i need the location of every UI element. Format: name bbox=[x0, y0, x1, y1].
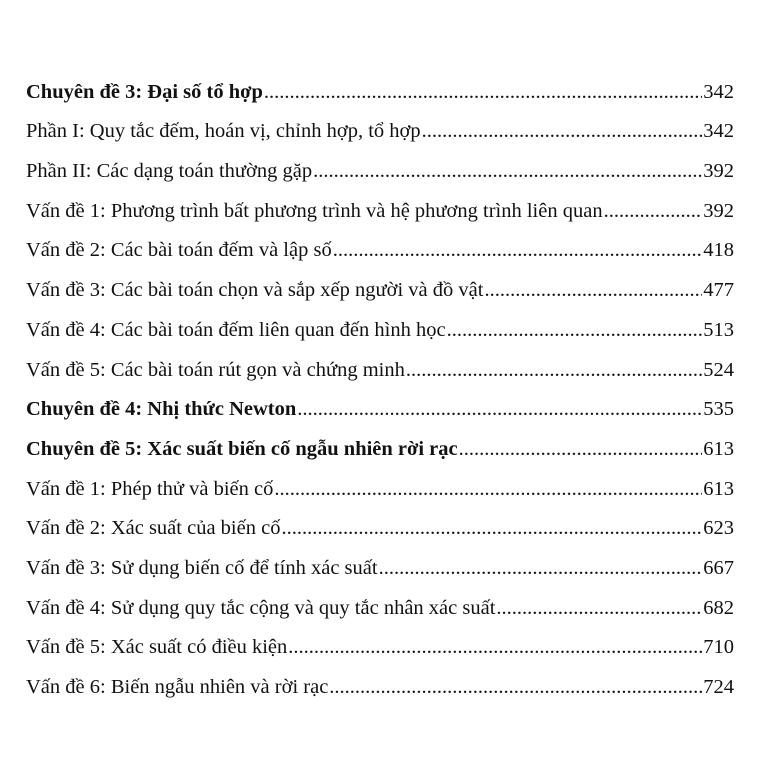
toc-entry bbox=[26, 464, 734, 504]
toc-entry bbox=[26, 226, 734, 266]
toc-dot-leader bbox=[274, 474, 702, 504]
toc-entry-page: 613 bbox=[703, 477, 734, 500]
toc-dot-leader bbox=[297, 394, 702, 424]
toc-dot-leader bbox=[496, 593, 702, 623]
toc-entry-page: 392 bbox=[703, 199, 734, 222]
toc-entry-title: Vấn đề 3: Sử dụng biến cố để tính xác suất bbox=[26, 556, 378, 579]
toc-entry-title: Vấn đề 3: Các bài toán chọn và sắp xếp người và đồ vật bbox=[26, 279, 484, 302]
table-of-contents bbox=[26, 67, 734, 702]
toc-entry bbox=[26, 662, 734, 702]
toc-entry-page: 392 bbox=[703, 160, 734, 183]
toc-entry bbox=[26, 67, 734, 107]
toc-entry-page: 667 bbox=[703, 556, 734, 579]
toc-dot-leader bbox=[484, 275, 702, 305]
toc-entry-title: Vấn đề 2: Xác suất của biến cố bbox=[26, 517, 281, 540]
toc-entry-page: 342 bbox=[703, 80, 734, 103]
toc-dot-leader bbox=[313, 156, 702, 186]
toc-dot-leader bbox=[459, 434, 703, 464]
toc-dot-leader bbox=[422, 116, 703, 146]
toc-entry-title: Phần I: Quy tắc đếm, hoán vị, chỉnh hợp, tổ hợp bbox=[26, 120, 421, 143]
toc-entry-title: Vấn đề 4: Các bài toán đếm liên quan đến hình học bbox=[26, 318, 446, 341]
toc-entry-page: 682 bbox=[703, 596, 734, 619]
toc-dot-leader bbox=[329, 672, 702, 702]
toc-entry-page: 477 bbox=[703, 279, 734, 302]
toc-entry bbox=[26, 107, 734, 147]
toc-entry bbox=[26, 543, 734, 583]
toc-dot-leader bbox=[288, 632, 702, 662]
toc-entry-title: Vấn đề 2: Các bài toán đếm và lập số bbox=[26, 239, 332, 262]
toc-entry-page: 513 bbox=[703, 318, 734, 341]
toc-dot-leader bbox=[406, 355, 702, 385]
toc-entry-page: 524 bbox=[703, 358, 734, 381]
toc-entry bbox=[26, 345, 734, 385]
toc-entry-title: Vấn đề 1: Phép thử và biến cố bbox=[26, 477, 274, 500]
toc-entry bbox=[26, 385, 734, 425]
toc-entry bbox=[26, 623, 734, 663]
toc-entry-title: Chuyên đề 3: Đại số tổ hợp bbox=[26, 80, 263, 103]
toc-entry bbox=[26, 424, 734, 464]
toc-entry-title: Vấn đề 1: Phương trình bất phương trình và hệ phương trình liên quan bbox=[26, 199, 603, 222]
toc-entry-page: 623 bbox=[703, 517, 734, 540]
toc-entry bbox=[26, 583, 734, 623]
toc-entry-title: Chuyên đề 4: Nhị thức Newton bbox=[26, 398, 297, 421]
toc-entry-title: Vấn đề 5: Xác suất có điều kiện bbox=[26, 636, 288, 659]
toc-entry bbox=[26, 265, 734, 305]
toc-entry-title: Vấn đề 4: Sử dụng quy tắc cộng và quy tắc nhân xác suất bbox=[26, 596, 496, 619]
toc-dot-leader bbox=[264, 77, 702, 107]
toc-entry-title: Chuyên đề 5: Xác suất biến cố ngẫu nhiên rời rạc bbox=[26, 437, 458, 460]
toc-entry-page: 710 bbox=[703, 636, 734, 659]
toc-entry-page: 613 bbox=[703, 437, 734, 460]
toc-entry-title: Vấn đề 6: Biến ngẫu nhiên và rời rạc bbox=[26, 676, 329, 698]
toc-entry-page: 724 bbox=[703, 676, 734, 698]
toc-entry-title: Vấn đề 5: Các bài toán rút gọn và chứng minh bbox=[26, 358, 405, 381]
toc-entry-title: Phần II: Các dạng toán thường gặp bbox=[26, 160, 313, 183]
toc-dot-leader bbox=[379, 553, 703, 583]
toc-dot-leader bbox=[281, 513, 702, 543]
toc-entry bbox=[26, 146, 734, 186]
toc-entry-page: 418 bbox=[703, 239, 734, 262]
toc-entry bbox=[26, 504, 734, 544]
toc-dot-leader bbox=[333, 235, 703, 265]
toc-dot-leader bbox=[447, 315, 703, 345]
toc-entry bbox=[26, 305, 734, 345]
toc-entry bbox=[26, 186, 734, 226]
toc-entry-page: 535 bbox=[703, 398, 734, 421]
toc-dot-leader bbox=[604, 196, 703, 226]
toc-entry-page: 342 bbox=[703, 120, 734, 143]
